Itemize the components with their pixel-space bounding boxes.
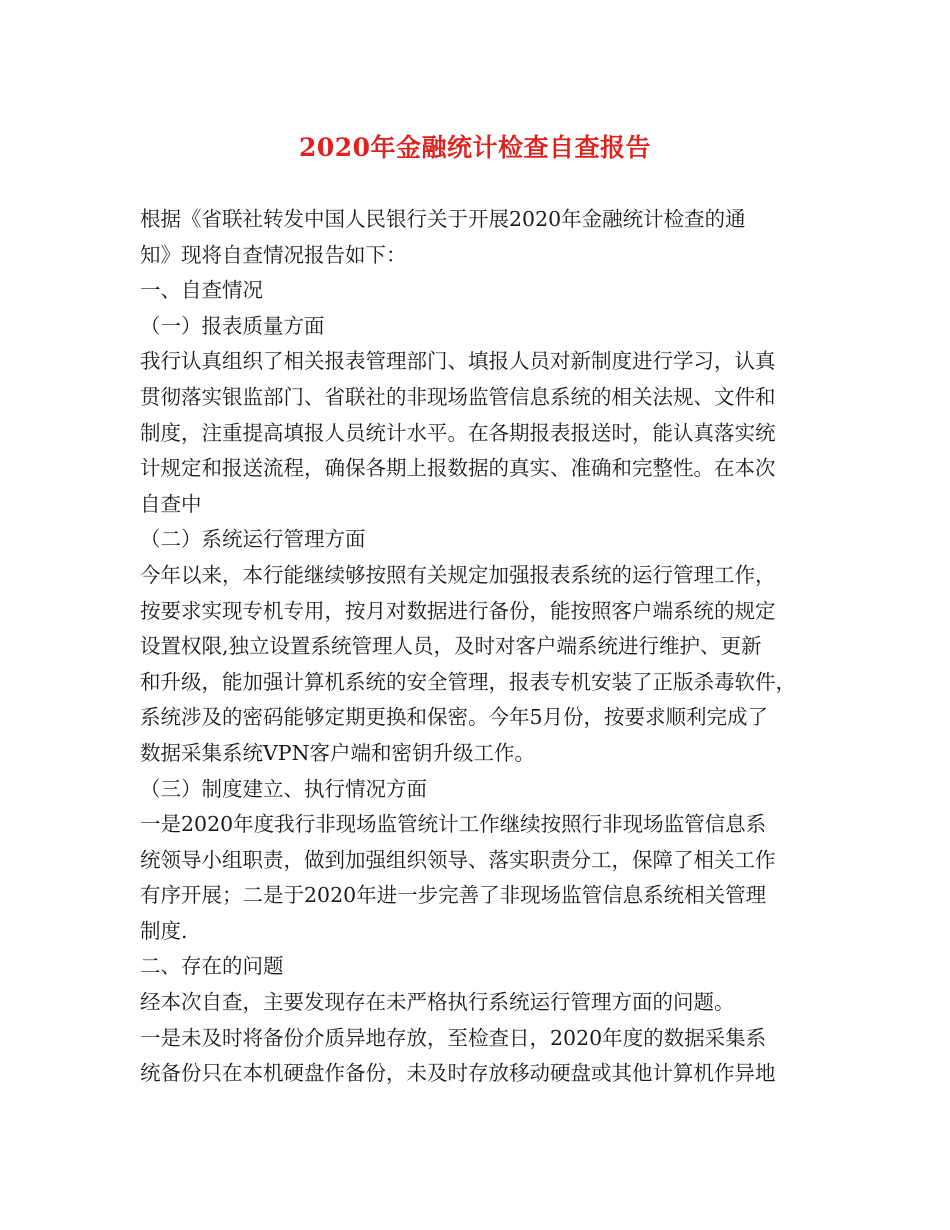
text-line: 数据采集系统VPN客户端和密钥升级工作。	[140, 740, 536, 765]
document-body	[140, 202, 820, 1092]
text-line: 一是未及时将备份介质异地存放，至检查日，2020年度的数据采集系	[140, 1025, 767, 1050]
text-line: 制度.	[140, 918, 188, 943]
text-line: 根据《省联社转发中国人民银行关于开展2020年金融统计检查的通	[140, 207, 746, 231]
text-line: 知》现将自查情况报告如下：	[140, 242, 407, 267]
paragraph	[140, 985, 820, 1021]
text-line: （一）报表质量方面	[140, 313, 325, 338]
text-line: 一、自查情况	[140, 278, 263, 303]
text-line: 一是2020年度我行非现场监管统计工作继续按照行非现场监管信息系	[140, 812, 767, 837]
paragraph	[140, 1021, 820, 1092]
text-line: 今年以来，本行能继续够按照有关规定加强报表系统的运行管理工作，	[140, 562, 776, 587]
text-line: 系统涉及的密码能够定期更换和保密。今年5月份，按要求顺利完成了	[140, 705, 769, 730]
text-line: 和升级，能加强计算机系统的安全管理，报表专机安装了正版杀毒软件，	[140, 669, 796, 694]
text-line: 我行认真组织了相关报表管理部门、填报人员对新制度进行学习，认真	[140, 349, 776, 374]
text-line: （二）系统运行管理方面	[140, 527, 366, 552]
section-heading	[140, 273, 820, 309]
paragraph	[140, 344, 820, 522]
section-heading	[140, 949, 820, 985]
section-heading	[140, 309, 820, 345]
text-line: 设置权限,独立设置系统管理人员，及时对客户端系统进行维护、更新	[140, 634, 762, 659]
text-line: 有序开展；二是于2020年进一步完善了非现场监管信息系统相关管理	[140, 883, 767, 908]
text-line: 统备份只在本机硬盘作备份，未及时存放移动硬盘或其他计算机作异地	[140, 1061, 776, 1086]
paragraph	[140, 202, 820, 273]
text-line: 贯彻落实银监部门、省联社的非现场监管信息系统的相关法规、文件和	[140, 384, 776, 409]
section-heading	[140, 772, 820, 808]
section-heading	[140, 522, 820, 558]
text-line: 统领导小组职责，做到加强组织领导、落实职责分工，保障了相关工作	[140, 847, 776, 872]
text-line: 计规定和报送流程，确保各期上报数据的真实、准确和完整性。在本次	[140, 456, 776, 481]
paragraph	[140, 558, 820, 772]
document-title: 2020年金融统计检查自查报告	[298, 133, 652, 162]
text-line: 自查中	[140, 491, 202, 516]
paragraph	[140, 807, 820, 949]
text-line: 按要求实现专机专用，按月对数据进行备份，能按照客户端系统的规定	[140, 598, 776, 623]
text-line: 制度，注重提高填报人员统计水平。在各期报表报送时，能认真落实统	[140, 420, 776, 445]
text-line: （三）制度建立、执行情况方面	[140, 776, 427, 801]
text-line: 二、存在的问题	[140, 954, 284, 979]
text-line: 经本次自查，主要发现存在未严格执行系统运行管理方面的问题。	[140, 990, 735, 1015]
